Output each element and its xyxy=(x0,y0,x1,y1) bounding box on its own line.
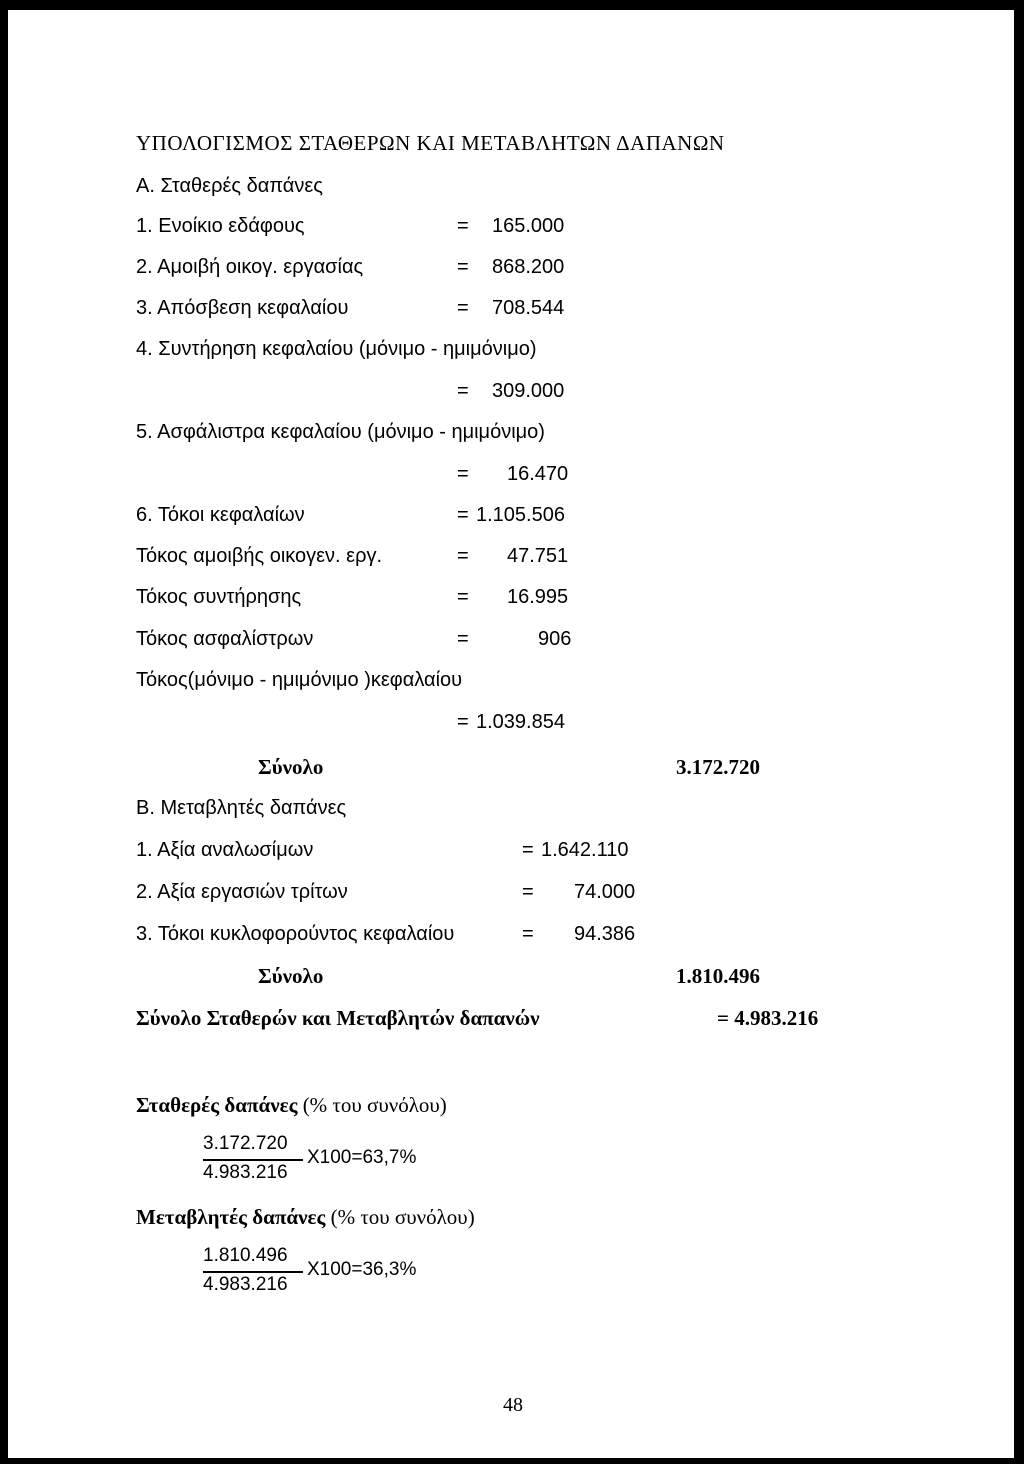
fraction-bar xyxy=(203,1159,303,1161)
fixed-row-label: Τόκος συντήρησης xyxy=(136,586,302,608)
scan-border-bottom xyxy=(0,1458,1024,1464)
fixed-row-value: 16.995 xyxy=(507,586,569,608)
fraction-denominator: 4.983.216 xyxy=(203,1274,288,1295)
fixed-row-label: 3. Απόσβεση κεφαλαίου xyxy=(136,297,349,319)
percent-fixed-heading-rest: (% του συνόλου) xyxy=(297,1093,447,1117)
fixed-row-label: 6. Τόκοι κεφαλαίων xyxy=(136,504,305,526)
fixed-row-value: 1.039.854 xyxy=(476,711,565,733)
percent-variable-heading-rest: (% του συνόλου) xyxy=(325,1205,475,1229)
fixed-row-value: 309.000 xyxy=(492,380,565,402)
variable-row-eq: = xyxy=(522,839,534,861)
fixed-row-value: 16.470 xyxy=(507,463,569,485)
scan-border-top xyxy=(0,0,1024,10)
fraction-numerator: 3.172.720 xyxy=(203,1133,288,1154)
fixed-row-label: 4. Συντήρηση κεφαλαίου (μόνιμο - ημιμόνιμο) xyxy=(136,338,537,360)
fraction-result: X100=36,3% xyxy=(307,1259,417,1280)
variable-row-value: 1.642.110 xyxy=(541,839,629,861)
fixed-row-eq: = xyxy=(457,297,469,319)
page-title: ΥΠΟΛΟΓΙΣΜΟΣ ΣΤΑΘΕΡΩΝ ΚΑΙ ΜΕΤΑΒΛΗΤΩΝ ΔΑΠΑΝΩΝ xyxy=(136,131,725,155)
section-b-heading: Β. Μεταβλητές δαπάνες xyxy=(136,797,347,819)
scan-border-left xyxy=(0,0,8,1464)
fixed-row-label: Τόκος αμοιβής οικογεν. εργ. xyxy=(136,545,383,567)
fixed-row-label: 1. Ενοίκιο εδάφους xyxy=(136,215,305,237)
percent-variable-heading xyxy=(136,1205,475,1229)
fixed-row-value: 906 xyxy=(538,628,572,650)
page-number: 48 xyxy=(503,1394,523,1416)
grand-total-value: = 4.983.216 xyxy=(717,1006,819,1030)
fraction-result: X100=63,7% xyxy=(307,1147,417,1168)
fixed-row-value: 165.000 xyxy=(492,215,565,237)
percent-fixed-heading xyxy=(136,1093,447,1117)
variable-row-value: 94.386 xyxy=(574,923,636,945)
fixed-row-value: 708.544 xyxy=(492,297,565,319)
variable-row-eq: = xyxy=(522,923,534,945)
percent-fixed-heading-bold: Σταθερές δαπάνες xyxy=(136,1093,298,1117)
fixed-row-label: 5. Ασφάλιστρα κεφαλαίου (μόνιμο - ημιμόνιμο) xyxy=(136,421,545,443)
fixed-row-value: 868.200 xyxy=(492,256,565,278)
variable-row-eq: = xyxy=(522,881,534,903)
variable-row-label: 2. Αξία εργασιών τρίτων xyxy=(136,881,348,903)
fixed-row-label: Τόκος(μόνιμο - ημιμόνιμο )κεφαλαίου xyxy=(136,669,463,691)
variable-row-label: 1. Αξία αναλωσίμων xyxy=(136,839,314,861)
variable-total-label: Σύνολο xyxy=(258,964,324,988)
fixed-row-eq: = xyxy=(457,628,469,650)
fixed-row-eq: = xyxy=(457,504,469,526)
fixed-row-label: Τόκος ασφαλίστρων xyxy=(136,628,314,650)
section-a-heading: Α. Σταθερές δαπάνες xyxy=(136,175,323,197)
percent-fixed-fraction xyxy=(203,1133,463,1189)
variable-row-label: 3. Τόκοι κυκλοφορούντος κεφαλαίου xyxy=(136,923,455,945)
fixed-row-eq: = xyxy=(457,256,469,278)
fixed-row-eq: = xyxy=(457,463,469,485)
fraction-bar xyxy=(203,1271,303,1273)
fraction-denominator: 4.983.216 xyxy=(203,1162,288,1183)
fixed-row-eq: = xyxy=(457,545,469,567)
percent-variable-heading-bold: Μεταβλητές δαπάνες xyxy=(136,1205,326,1229)
fixed-row-label: 2. Αμοιβή οικογ. εργασίας xyxy=(136,256,364,278)
fixed-total-value: 3.172.720 xyxy=(676,755,760,779)
percent-variable-fraction xyxy=(203,1245,463,1301)
fixed-row-eq: = xyxy=(457,380,469,402)
variable-row-value: 74.000 xyxy=(574,881,636,903)
variable-total-value: 1.810.496 xyxy=(676,964,760,988)
fixed-row-value: 47.751 xyxy=(507,545,569,567)
fixed-row-value: 1.105.506 xyxy=(476,504,565,526)
fixed-row-eq: = xyxy=(457,586,469,608)
scan-border-right xyxy=(1014,0,1024,1464)
grand-total-label: Σύνολο Σταθερών και Μεταβλητών δαπανών xyxy=(136,1006,540,1030)
fixed-total-label: Σύνολο xyxy=(258,755,324,779)
fixed-row-eq: = xyxy=(457,711,469,733)
fraction-numerator: 1.810.496 xyxy=(203,1245,288,1266)
fixed-row-eq: = xyxy=(457,215,469,237)
